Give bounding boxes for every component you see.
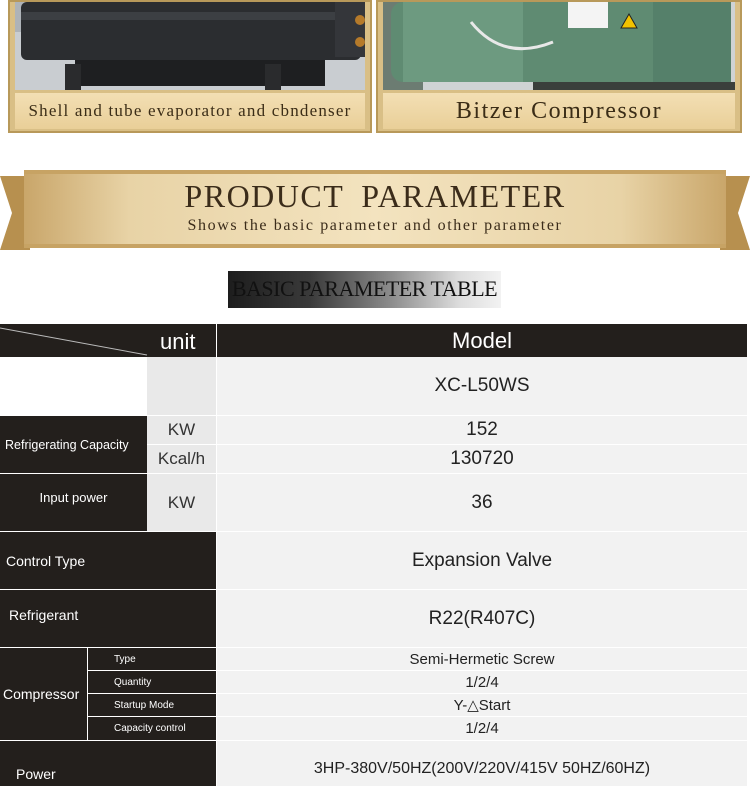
model-value-cell (217, 357, 747, 415)
input-power-label: Input power (39, 490, 108, 505)
refrigerating-value-kw-cell (217, 416, 747, 444)
control-type-label-cell (0, 532, 216, 589)
control-type-value-cell (217, 532, 747, 589)
product-photo-strip (0, 0, 750, 135)
input-power-value-cell (217, 474, 747, 531)
evaporator-caption: Shell and tube evaporator and cbndenser (15, 93, 365, 129)
compressor-capacity-value-cell (217, 717, 747, 740)
control-type-value: Expansion Valve (411, 549, 553, 571)
compressor-label: Compressor (3, 686, 80, 702)
control-type-label: Control Type (6, 552, 86, 569)
input-power-unit: KW (167, 492, 196, 512)
refrigerating-unit-kcal-cell (147, 445, 216, 473)
product-parameter-banner (0, 170, 750, 256)
refrigerating-unit-kw: KW (167, 420, 196, 439)
compressor-label-cell (0, 648, 87, 740)
header-model-cell (217, 324, 747, 357)
compressor-startup-value-cell (217, 694, 747, 716)
header-unit-cell (0, 324, 216, 357)
compressor-startup-label-cell (88, 694, 216, 716)
header-unit-label: unit (160, 329, 196, 354)
refrigerating-value-kw: 152 (466, 419, 498, 440)
compressor-capacity-value: 1/2/4 (465, 720, 499, 737)
compressor-startup-label: Startup Mode (114, 699, 175, 711)
refrigerant-label-cell (0, 590, 216, 647)
compressor-type-value: Semi-Hermetic Screw (409, 650, 555, 668)
refrigerating-unit-kcal: Kcal/h (157, 449, 206, 468)
banner-subtitle: Shows the basic parameter and other parameter (187, 217, 563, 234)
power-label-cell (0, 741, 216, 786)
compressor-quantity-value-cell (217, 671, 747, 693)
compressor-quantity-value: 1/2/4 (465, 673, 499, 691)
model-row-blank (0, 357, 147, 415)
power-value: 3HP-380V/50HZ(200V/220V/415V 50HZ/60HZ) (313, 760, 651, 777)
compressor-type-label: Type (114, 653, 136, 665)
refrigerating-capacity-label-cell (0, 416, 147, 473)
refrigerating-value-kcal-cell (217, 445, 747, 473)
refrigerating-value-kcal: 130720 (450, 448, 514, 469)
table-tag-label: BASIC PARAMETER TABLE (231, 276, 498, 301)
compressor-type-value-cell (217, 648, 747, 670)
basic-parameter-table-tag (228, 271, 501, 308)
bitzer-compressor-image (383, 2, 735, 90)
power-label: Power (16, 766, 56, 782)
input-power-label-cell (0, 474, 147, 531)
compressor-quantity-label-cell (88, 671, 216, 693)
compressor-capacity-label: Capacity control (114, 723, 186, 734)
compressor-caption: Bitzer Compressor (383, 93, 735, 129)
refrigerating-capacity-label: Refrigerating Capacity (5, 437, 129, 452)
banner-title: PRODUCT PARAMETER (184, 178, 566, 214)
evaporator-photo-card (8, 0, 372, 133)
compressor-capacity-label-cell (88, 717, 216, 740)
refrigerant-value-cell (217, 590, 747, 647)
compressor-type-label-cell (88, 648, 216, 670)
compressor-startup-value: Y-△Start (453, 697, 511, 714)
input-power-value: 36 (471, 491, 493, 513)
compressor-quantity-label: Quantity (114, 676, 152, 688)
power-value-cell (217, 741, 747, 786)
compressor-photo-card (376, 0, 742, 133)
evaporator-condenser-image (15, 2, 365, 90)
header-model-label: Model (452, 327, 512, 353)
model-row-unit-blank (147, 357, 216, 415)
model-value: XC-L50WS (434, 375, 530, 396)
input-power-unit-cell (147, 474, 216, 531)
refrigerant-value: R22(R407C) (428, 607, 536, 629)
refrigerating-unit-kw-cell (147, 416, 216, 444)
refrigerant-label: Refrigerant (9, 607, 79, 623)
